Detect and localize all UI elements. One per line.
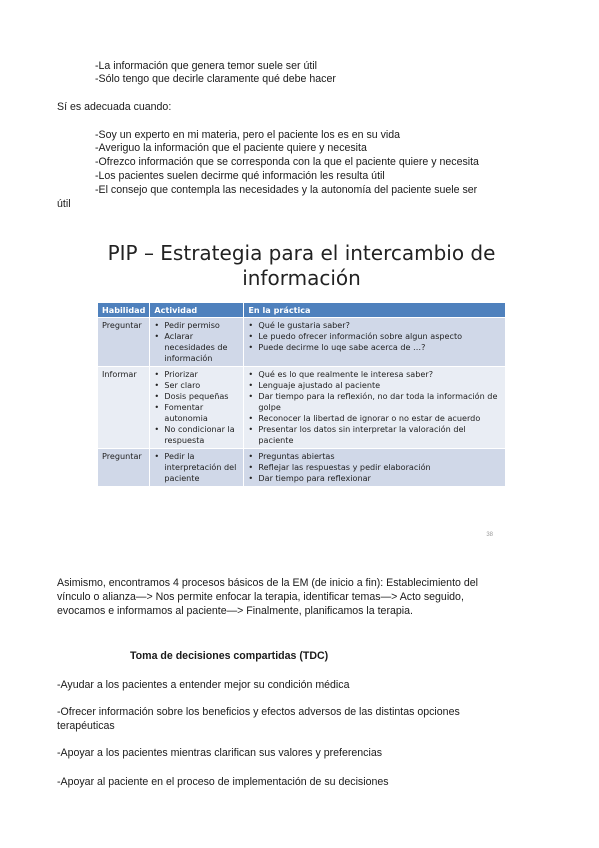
adequate-item-4: -Los pacientes suelen decirme qué información les resulta útil — [95, 170, 385, 182]
adequate-label: Sí es adecuada cuando: — [57, 101, 172, 113]
activity-cell — [150, 318, 244, 367]
practice-item: • Preguntas abiertas — [248, 451, 501, 462]
adequate-item-5-wrap: útil — [57, 198, 71, 210]
activity-cell — [150, 367, 244, 449]
col-header-habilidad: Habilidad — [98, 303, 150, 318]
table-row — [98, 449, 505, 487]
practice-item: • Le puedo ofrecer información sobre algun aspecto — [248, 331, 501, 342]
adequate-item-2: -Averiguo la información que el paciente quiere y necesita — [95, 142, 367, 154]
skill-cell: Preguntar — [98, 318, 150, 367]
intro-line-2: -Sólo tengo que decirle claramente qué debe hacer — [95, 73, 336, 85]
practice-item: • Dar tiempo para reflexionar — [248, 473, 501, 484]
practice-item: • Dar tiempo para la reflexión, no dar toda la información de golpe — [248, 391, 501, 413]
tdc-item-1: -Ayudar a los pacientes a entender mejor su condición médica — [57, 679, 350, 691]
summary-line-2: vínculo o alianza—> Nos permite enfocar la terapia, identificar temas—> Acto seguido, — [57, 591, 464, 603]
intro-line-1: -La información que genera temor suele ser útil — [95, 60, 317, 72]
slide-title-line-1: PIP – Estrategia para el intercambio de — [107, 241, 496, 265]
activity-item: • No condicionar la respuesta — [154, 424, 239, 446]
slide-title-line-2: información — [242, 266, 361, 290]
table-header-row — [98, 303, 505, 318]
col-header-practica: En la práctica — [244, 303, 505, 318]
adequate-item-3: -Ofrezco información que se corresponda con la que el paciente quiere y necesita — [95, 156, 479, 168]
practice-item: • Puede decirme lo uqe sabe acerca de …? — [248, 342, 501, 353]
practice-item: • Reflejar las respuestas y pedir elaboración — [248, 462, 501, 473]
tdc-item-3: -Apoyar a los pacientes mientras clarifican sus valores y preferencias — [57, 747, 383, 759]
practice-item: • Presentar los datos sin interpretar la valoración del paciente — [248, 424, 501, 446]
summary-line-3: evocamos e informamos al paciente—> Finalmente, planificamos la terapia. — [57, 605, 413, 617]
activity-item: • Pedir permiso — [154, 320, 239, 331]
practice-cell — [244, 318, 505, 367]
activity-item: • Aclarar necesidades de información — [154, 331, 239, 364]
activity-cell — [150, 449, 244, 487]
practice-item: • Reconocer la libertad de ignorar o no estar de acuerdo — [248, 413, 501, 424]
activity-item: • Fomentar autonomia — [154, 402, 239, 424]
skill-cell: Preguntar — [98, 449, 150, 487]
adequate-item-1: -Soy un experto en mi materia, pero el paciente los es en su vida — [95, 129, 401, 141]
practice-item: • Qué es lo que realmente le interesa saber? — [248, 369, 501, 380]
tdc-item-4: -Apoyar al paciente en el proceso de implementación de su decisiones — [57, 776, 389, 788]
slide-title — [96, 241, 507, 291]
slide-number: 38 — [486, 532, 493, 538]
activity-item: • Priorizar — [154, 369, 239, 380]
col-header-actividad: Actividad — [150, 303, 244, 318]
pip-table — [98, 303, 505, 486]
pip-slide — [96, 232, 507, 544]
summary-line-1: Asimismo, encontramos 4 procesos básicos de la EM (de inicio a fin): Establecimiento del — [57, 577, 478, 589]
practice-item: • Qué le gustaria saber? — [248, 320, 501, 331]
table-row — [98, 367, 505, 449]
adequate-item-5: -El consejo que contempla las necesidades y la autonomía del paciente suele ser — [95, 184, 478, 196]
tdc-heading: Toma de decisiones compartidas (TDC) — [130, 650, 329, 662]
practice-cell — [244, 367, 505, 449]
tdc-item-2-wrap: terapéuticas — [57, 720, 115, 732]
activity-item: • Dosis pequeñas — [154, 391, 239, 402]
skill-cell: Informar — [98, 367, 150, 449]
practice-cell — [244, 449, 505, 487]
activity-item: • Ser claro — [154, 380, 239, 391]
activity-item: • Pedir la interpretación del paciente — [154, 451, 239, 484]
tdc-item-2: -Ofrecer información sobre los beneficios y efectos adversos de las distintas opciones — [57, 706, 460, 718]
table-row — [98, 318, 505, 367]
practice-item: • Lenguaje ajustado al paciente — [248, 380, 501, 391]
